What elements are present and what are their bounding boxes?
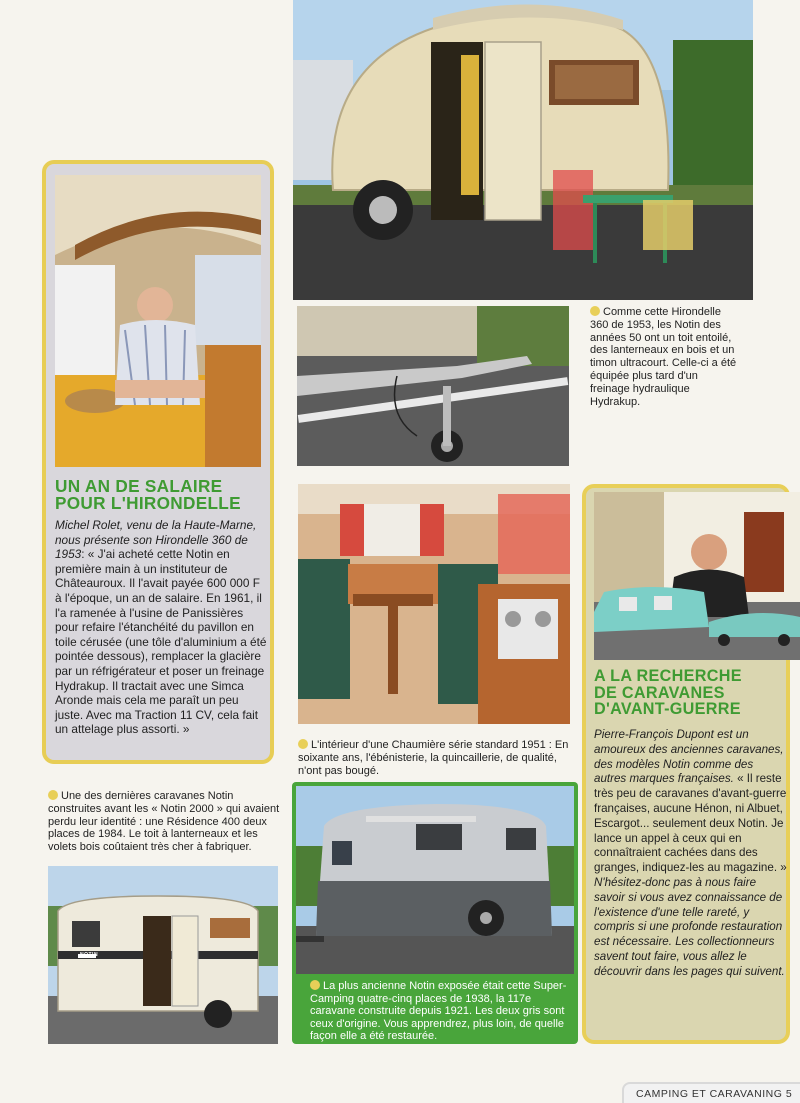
heading-un-an-de-salaire: UN AN DE SALAIRE POUR L'HIRONDELLE: [55, 476, 241, 514]
caption-super-camping: La plus ancienne Notin exposée était cette Super-Camping quatre-cinq places de 1938, la 117e caravane construite depuis 1921. Les deux gris sont ceux d'origine. Vous apprendrez, plus loin, de quelle façon elle a été restaurée.: [310, 980, 567, 1042]
bullet-dot: [48, 790, 58, 800]
photo-hirondelle-caravan: [293, 0, 753, 300]
residence-nameplate: NOTIN: [80, 952, 99, 958]
caption-hirondelle: Comme cette Hirondelle 360 de 1953, les Notin des années 50 ont un toit entoilé, des lanterneaux en bois et un timon ultracourt. Celle-ci a été équipée plus tard d'un freinage hydraulique Hydrakup.: [590, 306, 737, 408]
photo-pierre-francois-dupont: [594, 492, 800, 660]
caption-chaumiere: L'intérieur d'une Chaumière série standard 1951 : En soixante ans, l'ébénisterie, la quincaillerie, de qualité, n'ont pas bougé.: [298, 739, 569, 777]
bullet-dot: [590, 306, 600, 316]
bullet-dot: [310, 980, 320, 990]
bullet-dot: [298, 739, 308, 749]
photo-hitch-drawbar: [297, 306, 569, 466]
caption-residence: Une des dernières caravanes Notin construites avant les « Notin 2000 » qui avaient perdu leur identité : une Résidence 400 deux places de 1984. Le toit à lanterneaux et les volets bois coûtaient très cher à fabriquer.: [48, 790, 280, 854]
photo-michel-rolet-interior: [55, 175, 261, 467]
footer-magazine-label: CAMPING ET CARAVANING 5: [622, 1082, 800, 1103]
photo-super-camping-1938: [296, 786, 574, 974]
photo-chaumiere-interior: [298, 484, 570, 724]
body-pierre-francois-dupont: Pierre-François Dupont est un amoureux des anciennes caravanes, des modèles Notin comme des autres marques françaises. « Il reste très peu de caravanes d'avant-guerre françaises, aucune Hénon, ni Albuet, Escargot... seulement deux Notin. Je lance un appel à ceux qui en connaîtraient cachées dans des granges, indiquez-les au magazine. » N'hésitez-donc pas à nous faire savoir si vous avez connaissance de l'existence d'une telle rareté, y compris si une profonde restauration est nécessaire. Les collectionneurs savent tout faire, vous allez le découvrir dans les pages qui suivent.: [594, 728, 787, 978]
body-michel-rolet: Michel Rolet, venu de la Haute-Marne, nous présente son Hirondelle 360 de 1953: « J'ai acheté cette Notin en première main à un instituteur de Châteauroux. Il l'avait payée 600 000 F à l'époque, un an de salaire. En 1961, il l'a ramenée à l'usine de Panissières pour refaire l'étanchéité du pavillon en toile cérusée (une tôle d'aluminium a été pointée dessous), remplacer la glacière par un réfrigérateur et poser un freinage Hydrakup. Il tractait avec une Simca Aronde mais cela me paraît un peu juste. Avec ma Traction 11 CV, cela fait un attelage plus assorti. »: [55, 518, 267, 737]
heading-a-la-recherche: A LA RECHERCHE DE CARAVANES D'AVANT-GUERRE: [594, 667, 742, 718]
